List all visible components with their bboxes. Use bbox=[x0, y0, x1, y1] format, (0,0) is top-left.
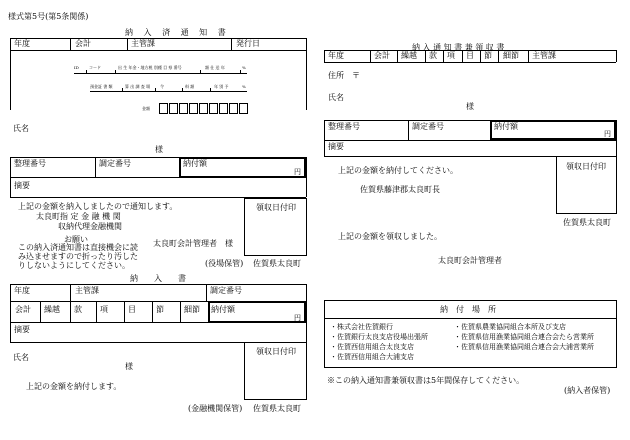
barcode-amount-label: 額 仕 送 年 bbox=[205, 65, 225, 70]
notice-issuer: 佐賀県太良町 bbox=[253, 259, 301, 268]
barcode-id-label: ID bbox=[74, 65, 79, 70]
notice-yen: 円 bbox=[294, 168, 301, 176]
notice-treasurer: 太良町会計管理者 様 bbox=[153, 239, 233, 248]
barcode-row2-label-3: 令 bbox=[160, 84, 164, 89]
barcode-percent-label-1: % bbox=[242, 65, 246, 70]
notice-request-title: お願い bbox=[64, 235, 88, 244]
notice-honorific: 様 bbox=[155, 145, 163, 154]
slip-payment-amount-label: 納付額 bbox=[211, 305, 235, 314]
slip-item-header: 項 bbox=[100, 305, 108, 314]
slip-eye-header: 目 bbox=[128, 305, 136, 314]
receipt-issuer: 佐賀県太良町 bbox=[563, 218, 611, 227]
receipt-yen: 円 bbox=[604, 130, 611, 138]
footnote: ※この納入通知書兼領収書は5年間保存してください。 bbox=[327, 376, 525, 385]
slip-issuer: 佐賀県太良町 bbox=[253, 404, 301, 413]
receipt-accounting-header: 会計 bbox=[374, 51, 390, 60]
receipt-name-label: 氏名 bbox=[328, 93, 344, 102]
slip-summary-label: 摘要 bbox=[14, 325, 30, 334]
receipt-title: 納 入 通 知 書 兼 領 収 書 bbox=[412, 43, 505, 52]
notice-summary-label: 摘要 bbox=[14, 181, 30, 190]
barcode-category-label: 出 生 年金・地方税 別種 目 県 番号 bbox=[118, 65, 182, 70]
receipt-manager-header: 主管課 bbox=[532, 51, 556, 60]
place-right-1: ・佐賀県農業協同組合本所及び支店 bbox=[454, 323, 566, 331]
slip-accounting-header: 会計 bbox=[15, 305, 31, 314]
slip-year-header: 年度 bbox=[14, 286, 30, 295]
slip-name-label: 氏名 bbox=[13, 353, 29, 362]
notice-payment-amount-label: 納付額 bbox=[183, 159, 207, 168]
receipt-honorific: 様 bbox=[466, 102, 474, 111]
slip-refund-header: 繰越 bbox=[44, 305, 60, 314]
receipt-ref-number-label: 整理番号 bbox=[328, 122, 360, 131]
place-right-3: ・佐賀県信用漁業協同組合連合会大浦営業所 bbox=[454, 343, 594, 351]
notice-request-line3: りしないようにしてください。 bbox=[18, 261, 130, 270]
receipt-treasurer: 太良町会計管理者 bbox=[438, 256, 502, 265]
notice-body-line1: 上記の金額を納入しましたので通知します。 bbox=[18, 202, 178, 211]
receipt-body2: 上記の金額を領収しました。 bbox=[338, 232, 442, 241]
notice-title: 納 入 済 通 知 書 bbox=[125, 28, 230, 37]
receipt-address-label: 住所 bbox=[328, 71, 344, 80]
notice-adjust-number-label: 調定番号 bbox=[99, 159, 131, 168]
notice-issue-date-header: 発行日 bbox=[236, 39, 260, 48]
amount-label: 金額 bbox=[142, 106, 150, 111]
barcode-row2-label-4: 料 額 bbox=[185, 84, 195, 89]
receipt-adjust-number-label: 調定番号 bbox=[412, 122, 444, 131]
slip-body: 上記の金額を納付します。 bbox=[26, 382, 122, 391]
receipt-keep-note: (納入者保管) bbox=[564, 386, 611, 395]
receipt-eye-header: 目 bbox=[466, 51, 474, 60]
slip-title: 納 入 書 bbox=[130, 274, 186, 283]
receipt-stamp-label: 領収日付印 bbox=[566, 162, 606, 171]
notice-manager-header: 主管課 bbox=[131, 39, 155, 48]
postal-mark: 〒 bbox=[352, 71, 360, 80]
slip-yen: 円 bbox=[294, 314, 301, 322]
place-left-1: ・株式会社佐賀銀行 bbox=[330, 323, 393, 331]
place-left-4: ・佐賀西信用組合大浦支店 bbox=[330, 353, 414, 361]
slip-honorific: 様 bbox=[125, 362, 133, 371]
notice-request-line2: み込ませますので折ったり汚した bbox=[18, 252, 138, 261]
notice-receipt-stamp-label: 領収日付印 bbox=[256, 203, 296, 212]
barcode-row2-label-2: 算 出 調 査 場 bbox=[125, 84, 151, 89]
receipt-section-header: 節 bbox=[484, 51, 492, 60]
receipt-item-header: 項 bbox=[447, 51, 455, 60]
receipt-subsection-header: 細節 bbox=[503, 51, 519, 60]
slip-money-header: 款 bbox=[74, 305, 82, 314]
place-right-2: ・佐賀県信用漁業協同組合連合会たら営業所 bbox=[454, 333, 594, 341]
receipt-money-header: 款 bbox=[429, 51, 437, 60]
place-left-3: ・佐賀西信用組合太良支店 bbox=[330, 343, 414, 351]
slip-subsection-header: 細節 bbox=[184, 305, 200, 314]
notice-accounting-header: 会計 bbox=[75, 39, 91, 48]
slip-keep-note: (金融機関保管) bbox=[188, 404, 243, 413]
slip-manager-header: 主管課 bbox=[75, 286, 99, 295]
payment-places-title: 納 付 場 所 bbox=[440, 305, 496, 314]
receipt-refund-header: 繰越 bbox=[401, 51, 417, 60]
notice-ref-number-label: 整理番号 bbox=[14, 159, 46, 168]
notice-body-line3: 収納代理金融機関 bbox=[58, 222, 122, 231]
notice-name-label: 氏名 bbox=[13, 124, 29, 133]
notice-year-header: 年度 bbox=[14, 39, 30, 48]
barcode-percent-label-2: % bbox=[242, 84, 246, 89]
notice-body-line2: 太良町指 定 金 融 機 関 bbox=[36, 212, 121, 221]
notice-request-line1: この納入済通知書は直接機会に読 bbox=[18, 243, 138, 252]
receipt-year-header: 年度 bbox=[328, 51, 344, 60]
receipt-mayor: 佐賀県藤津郡太良町長 bbox=[360, 185, 440, 194]
receipt-body1: 上記の金額を納付してください。 bbox=[338, 166, 458, 175]
notice-keep-note: (役場保管) bbox=[205, 259, 244, 268]
slip-adjust-header: 調定番号 bbox=[210, 286, 242, 295]
barcode-row2-label-1: 預金証 書 類 bbox=[90, 84, 113, 89]
place-left-2: ・佐賀銀行太良支店役場出張所 bbox=[330, 333, 428, 341]
barcode-code-label: コード bbox=[89, 65, 101, 70]
slip-section-header: 節 bbox=[156, 305, 164, 314]
barcode-row2-label-5: 年 別 予 bbox=[214, 84, 229, 89]
receipt-payment-amount-label: 納付額 bbox=[494, 122, 518, 131]
receipt-summary-label: 摘要 bbox=[328, 142, 344, 151]
slip-receipt-stamp-label: 領収日付印 bbox=[256, 347, 296, 356]
form-number: 様式第5号(第5条関係) bbox=[8, 12, 89, 21]
